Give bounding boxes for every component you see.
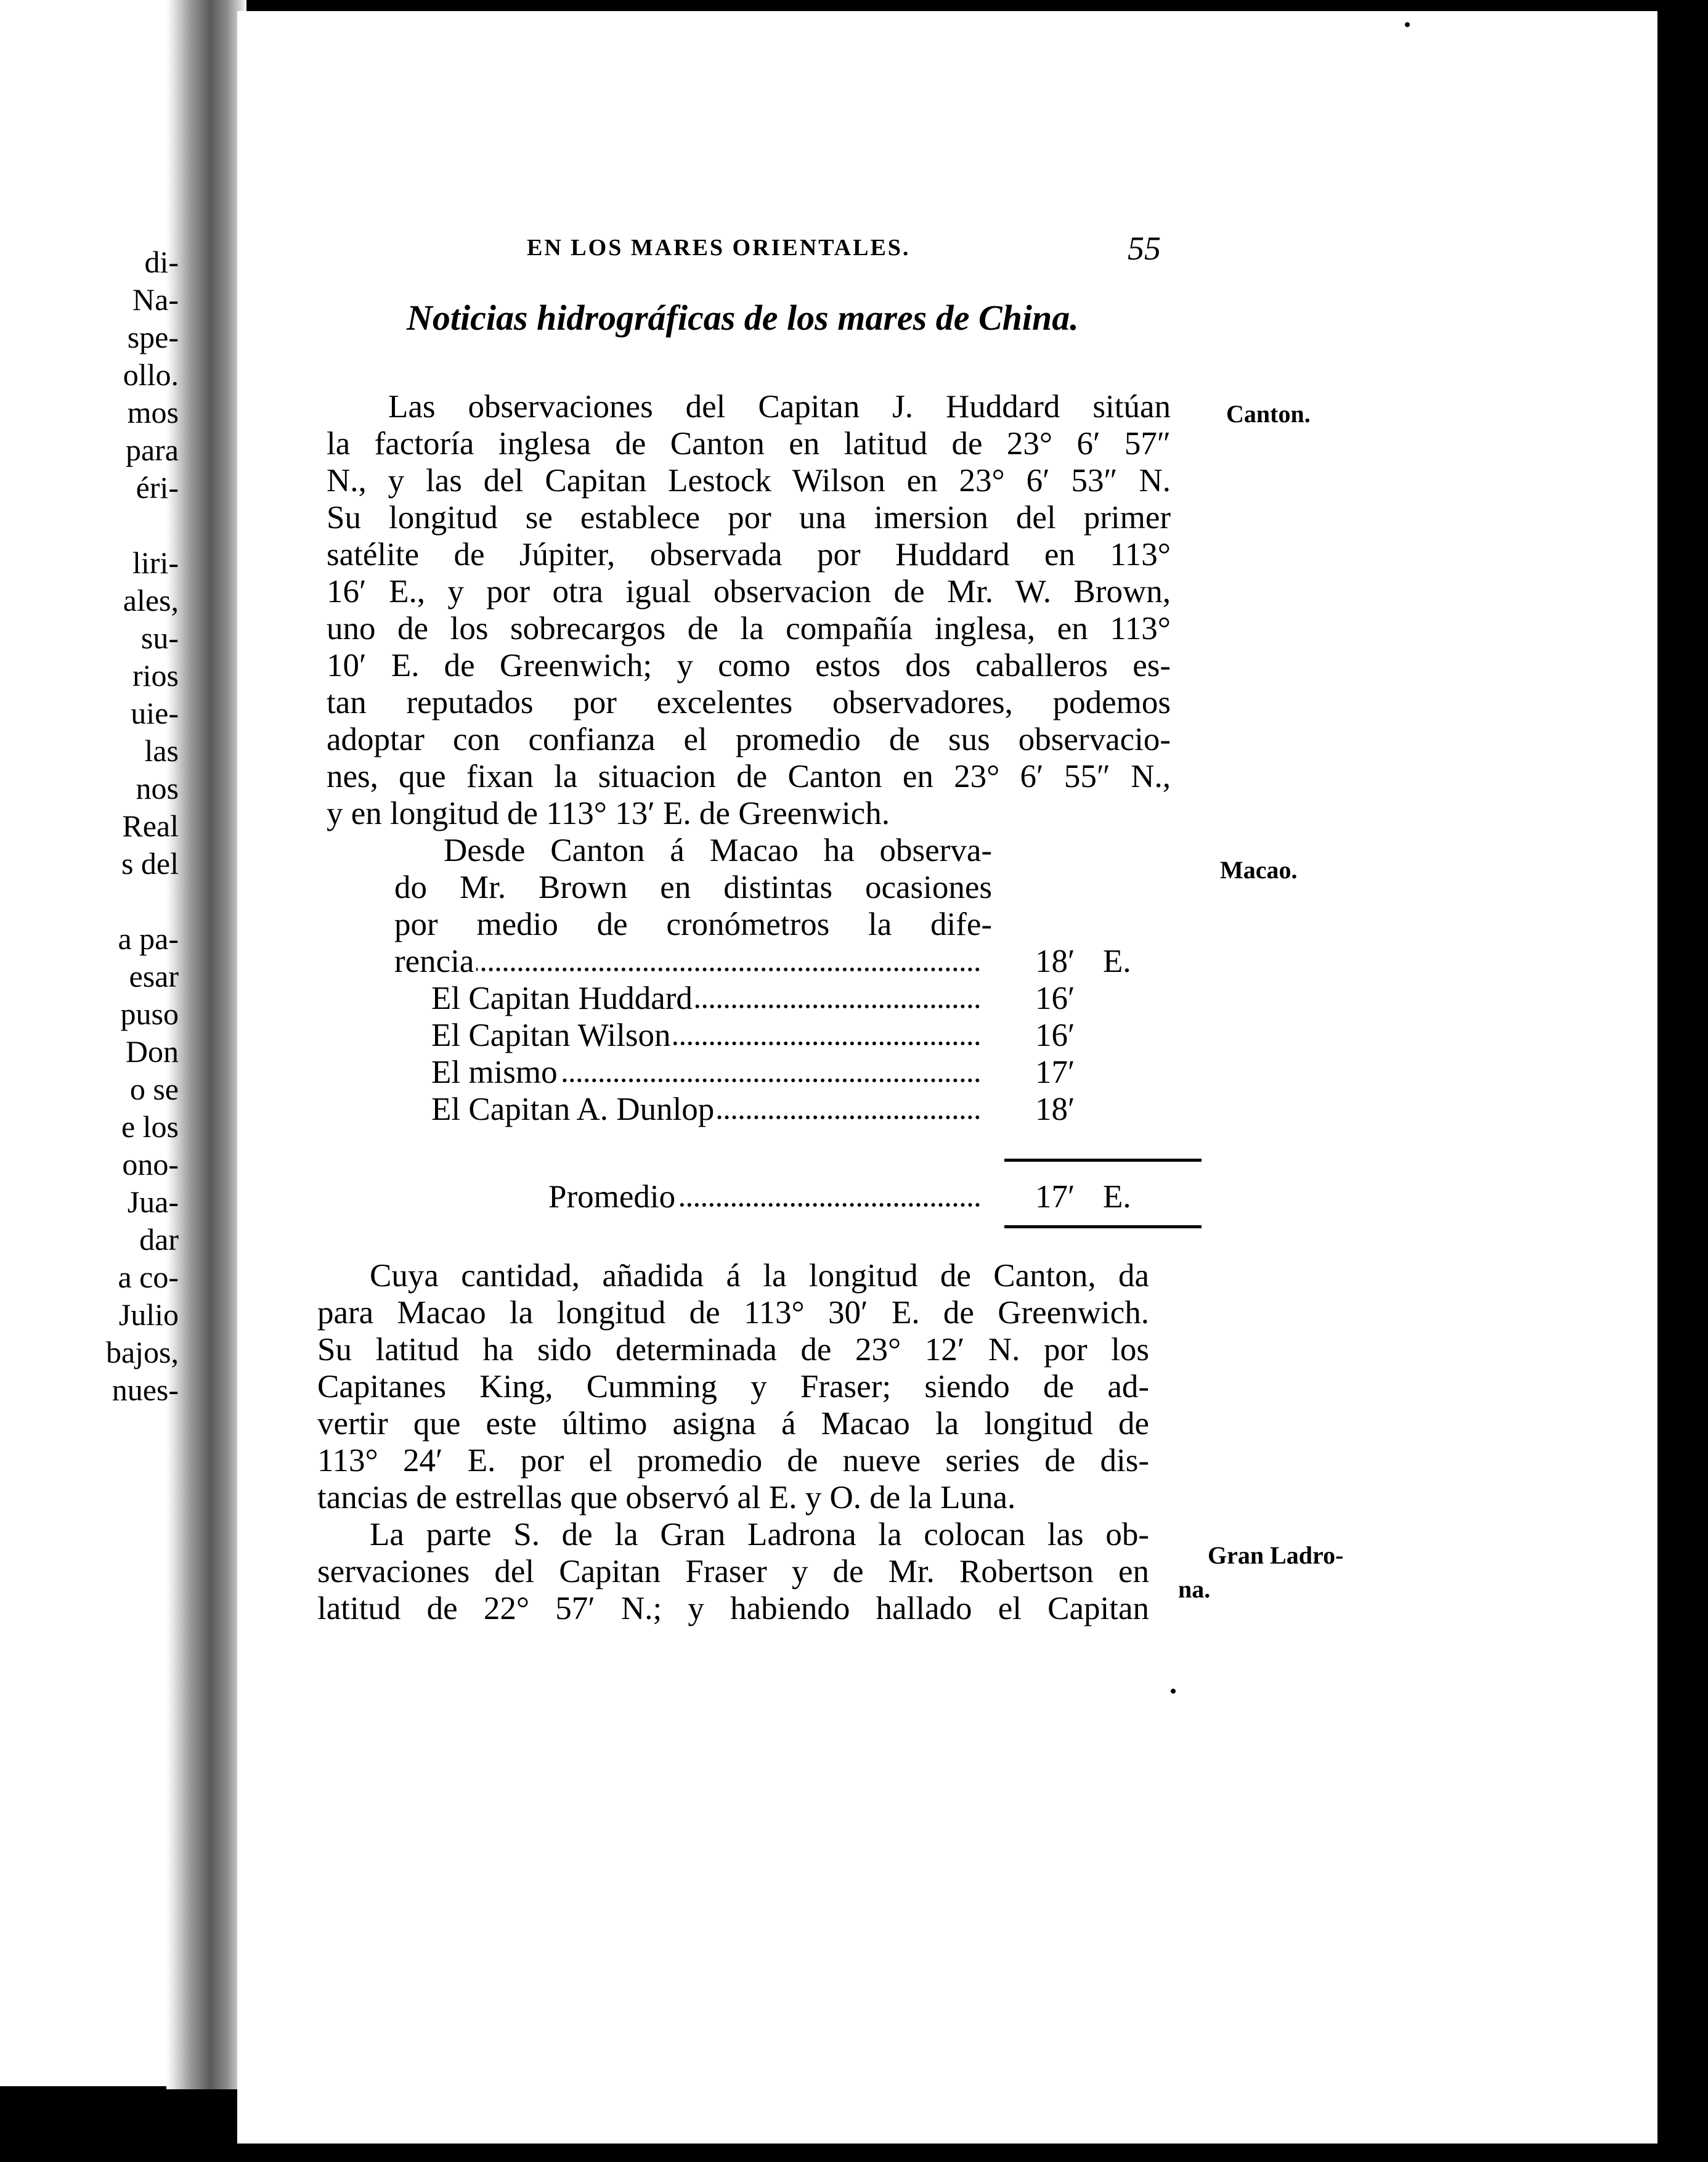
left-fragment: éri- bbox=[136, 470, 179, 505]
observation-value: 16′ bbox=[1035, 1018, 1075, 1053]
text-line: Desde Canton á Macao ha observa- bbox=[444, 833, 992, 868]
left-fragment: liri- bbox=[132, 545, 179, 580]
scan-border bbox=[0, 2089, 237, 2162]
left-fragment: Julio bbox=[118, 1297, 179, 1332]
text-line: para Macao la longitud de 113° 30′ E. de Greenwich. bbox=[317, 1295, 1149, 1331]
text-line: tan reputados por excelentes observadores, podemos bbox=[327, 685, 1171, 720]
running-head: EN LOS MARES ORIENTALES. bbox=[527, 235, 911, 261]
left-fragment: s del bbox=[121, 846, 179, 881]
left-fragment: e los bbox=[121, 1109, 179, 1144]
observation-row bbox=[431, 980, 1140, 1017]
sum-rule-top bbox=[1004, 1159, 1202, 1162]
text-line: satélite de Júpiter, observada por Huddard en 113° bbox=[327, 537, 1171, 573]
average-row bbox=[431, 1178, 1140, 1215]
observation-label: El mismo bbox=[431, 1054, 560, 1091]
left-fragment: nos bbox=[136, 771, 179, 806]
left-fragment: o se bbox=[129, 1072, 179, 1106]
section-title: Noticias hidrográficas de los mares de China. bbox=[407, 298, 1079, 338]
left-fragment: spe- bbox=[127, 320, 179, 354]
text-line: N., y las del Capitan Lestock Wilson en 23° 6′ 53″ N. bbox=[327, 463, 1171, 499]
left-fragment: ono- bbox=[122, 1147, 179, 1181]
text-line: Capitanes King, Cumming y Fraser; siendo de ad- bbox=[317, 1369, 1149, 1405]
left-fragment: Na- bbox=[132, 282, 179, 317]
observation-row bbox=[431, 1091, 1140, 1128]
text-line: la factoría inglesa de Canton en latitud de 23° 6′ 57″ bbox=[327, 426, 1171, 462]
text-line: latitud de 22° 57′ N.; y habiendo hallado el Capitan bbox=[317, 1591, 1149, 1626]
observation-value: 18′ bbox=[1035, 1091, 1075, 1127]
observation-row bbox=[431, 1054, 1140, 1091]
text-line: tancias de estrellas que observó al E. y O. de la Luna. bbox=[317, 1480, 1016, 1515]
margin-note-macao: Macao. bbox=[1220, 856, 1298, 884]
scan-speck bbox=[1405, 22, 1410, 27]
average-value: 17′ bbox=[1035, 1179, 1075, 1215]
observation-value: 18′ bbox=[1035, 944, 1075, 979]
left-fragment: dar bbox=[139, 1222, 179, 1257]
text-line: 16′ E., y por otra igual observacion de Mr. W. Brown, bbox=[327, 574, 1171, 610]
text-line: 113° 24′ E. por el promedio de nueve series de dis- bbox=[317, 1443, 1149, 1479]
left-fragment: para bbox=[125, 433, 179, 467]
left-fragment: bajos, bbox=[105, 1335, 179, 1369]
margin-note-gran-ladrona-cont: na. bbox=[1178, 1575, 1211, 1603]
left-fragment: Don bbox=[125, 1034, 179, 1069]
left-fragment: Jua- bbox=[127, 1185, 179, 1219]
average-unit: E. bbox=[1103, 1179, 1131, 1215]
text-line: servaciones del Capitan Fraser y de Mr. Robertson en bbox=[317, 1554, 1149, 1589]
observation-label: El Capitan A. Dunlop bbox=[431, 1091, 717, 1128]
text-line: Las observaciones del Capitan J. Huddard sitúan bbox=[388, 389, 1171, 425]
text-line: do Mr. Brown en distintas ocasiones bbox=[394, 870, 992, 905]
scan-speck bbox=[1171, 1689, 1176, 1694]
left-fragment: a pa- bbox=[118, 921, 179, 956]
text-line: Su longitud se establece por una imersion del primer bbox=[327, 500, 1171, 536]
left-page-fragments bbox=[0, 0, 179, 2089]
left-fragment: mos bbox=[127, 395, 179, 430]
text-line: por medio de cronómetros la dife- bbox=[394, 907, 992, 942]
observation-unit: E. bbox=[1103, 944, 1131, 979]
observation-value: 17′ bbox=[1035, 1054, 1075, 1090]
leader-dots bbox=[401, 968, 980, 971]
observation-label: El Capitan Huddard bbox=[431, 980, 695, 1017]
text-line: Su latitud ha sido determinada de 23° 12′ N. por los bbox=[317, 1332, 1149, 1368]
page-edge bbox=[1657, 0, 1708, 2162]
observation-row bbox=[431, 1017, 1140, 1054]
text-line: La parte S. de la Gran Ladrona la colocan las ob- bbox=[370, 1517, 1149, 1552]
observation-label: El Capitan Wilson bbox=[431, 1017, 673, 1054]
average-label: Promedio bbox=[548, 1178, 678, 1215]
observation-value: 16′ bbox=[1035, 981, 1075, 1016]
text-line: 10′ E. de Greenwich; y como estos dos caballeros es- bbox=[327, 648, 1171, 683]
left-fragment: rios bbox=[132, 658, 179, 693]
text-line: vertir que este último asigna á Macao la longitud de bbox=[317, 1406, 1149, 1442]
left-fragment: uie- bbox=[131, 696, 179, 730]
text-line: Cuya cantidad, añadida á la longitud de Canton, da bbox=[370, 1258, 1149, 1294]
left-fragment: Real bbox=[122, 809, 179, 843]
left-fragment: puso bbox=[120, 997, 179, 1031]
text-line: uno de los sobrecargos de la compañía inglesa, en 113° bbox=[327, 611, 1171, 647]
left-fragment: esar bbox=[129, 959, 179, 993]
text-line: y en longitud de 113° 13′ E. de Greenwich. bbox=[327, 796, 890, 831]
observation-row bbox=[394, 943, 1140, 980]
left-fragment: a co- bbox=[118, 1260, 179, 1294]
page-number: 55 bbox=[1128, 230, 1161, 267]
left-fragment: ales, bbox=[123, 583, 179, 618]
left-fragment: las bbox=[144, 733, 179, 768]
sum-rule-bottom bbox=[1004, 1225, 1202, 1228]
margin-note-canton: Canton. bbox=[1226, 400, 1311, 428]
margin-note-gran-ladrona: Gran Ladro- bbox=[1208, 1541, 1344, 1569]
text-line: adoptar con confianza el promedio de sus observacio- bbox=[327, 722, 1171, 757]
left-fragment: su- bbox=[140, 621, 179, 655]
left-fragment: nues- bbox=[112, 1373, 179, 1407]
observation-label: rencia bbox=[394, 943, 476, 980]
left-fragment: di- bbox=[144, 245, 179, 279]
left-fragment: ollo. bbox=[123, 357, 179, 392]
text-line: nes, que fixan la situacion de Canton en 23° 6′ 55″ N., bbox=[327, 759, 1171, 794]
